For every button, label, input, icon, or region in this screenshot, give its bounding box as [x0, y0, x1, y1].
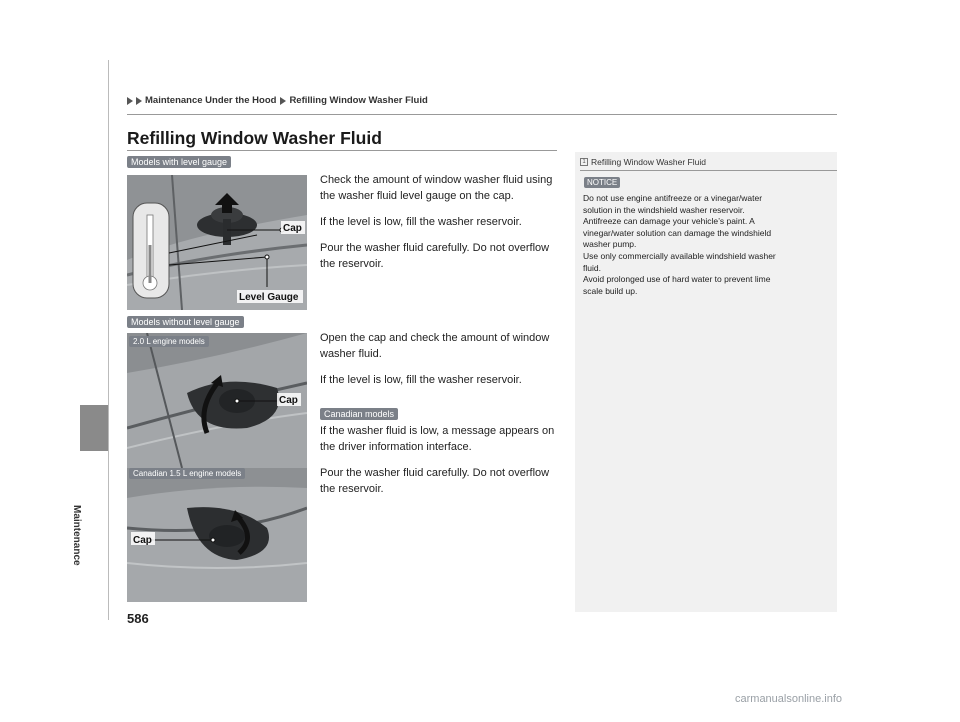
- notice-line: Antifreeze can damage your vehicle’s paint. A: [583, 216, 755, 227]
- side-section-label: Maintenance: [71, 505, 82, 566]
- watermark: carmanualsonline.info: [735, 693, 843, 705]
- notes-rule: [580, 170, 837, 171]
- side-divider: [108, 60, 109, 620]
- cap-callout: Cap: [279, 395, 298, 406]
- notice-line: solution in the windshield washer reservoir.: [583, 204, 745, 215]
- cap-callout: Cap: [283, 223, 302, 234]
- notice-badge: NOTICE: [584, 177, 620, 188]
- level-gauge-callout: Level Gauge: [239, 292, 299, 303]
- washer-cap-1-5l-illustration: [127, 468, 307, 602]
- canadian-models-tag: Canadian models: [320, 408, 398, 420]
- breadcrumb-item[interactable]: Maintenance Under the Hood: [145, 95, 277, 106]
- washer-cap-gauge-illustration: [127, 175, 307, 310]
- page-title: Refilling Window Washer Fluid: [127, 128, 382, 148]
- engine-2l-tag: 2.0 L engine models: [129, 336, 209, 347]
- notice-line: scale build up.: [583, 285, 638, 296]
- engine-1-5l-tag: Canadian 1.5 L engine models: [129, 468, 245, 479]
- notice-text: [583, 193, 828, 297]
- notice-line: washer pump.: [583, 239, 637, 250]
- cap-callout: Cap: [133, 535, 152, 546]
- section1-text: [320, 172, 560, 272]
- breadcrumb-item[interactable]: Refilling Window Washer Fluid: [289, 95, 428, 106]
- paragraph: If the level is low, fill the washer reservoir.: [320, 374, 522, 386]
- section2-text: [320, 330, 560, 388]
- notice-line: vinegar/water solution can damage the windshield: [583, 227, 772, 238]
- breadcrumb-arrow-icon: [127, 97, 133, 105]
- page-number: 586: [127, 611, 149, 626]
- notice-line: Do not use engine antifreeze or a vinegar/water: [583, 193, 763, 203]
- breadcrumb-arrow-icon: [280, 97, 286, 105]
- section-tab-marker: [80, 405, 108, 451]
- notes-heading: [580, 157, 706, 167]
- paragraph: If the level is low, fill the washer reservoir.: [320, 216, 522, 228]
- paragraph: Open the cap and check the amount of window washer fluid.: [320, 332, 550, 360]
- models-without-gauge-tag: Models without level gauge: [127, 316, 244, 328]
- models-with-gauge-tag: Models with level gauge: [127, 156, 231, 168]
- paragraph: Pour the washer fluid carefully. Do not overflow the reservoir.: [320, 467, 550, 495]
- paragraph: Pour the washer fluid carefully. Do not overflow the reservoir.: [320, 242, 550, 270]
- paragraph: Check the amount of window washer fluid using the washer fluid level gauge on the cap.: [320, 174, 553, 202]
- notice-line: fluid.: [583, 262, 601, 273]
- notes-heading-text: Refilling Window Washer Fluid: [591, 157, 706, 167]
- canadian-text: [320, 423, 560, 497]
- breadcrumb: [127, 95, 428, 106]
- breadcrumb-arrow-icon: [136, 97, 142, 105]
- header-rule: [127, 114, 837, 115]
- notice-line: Use only commercially available windshield washer: [583, 250, 776, 261]
- title-rule: [127, 150, 557, 151]
- note-marker-icon: 1: [580, 158, 588, 166]
- notice-line: Avoid prolonged use of hard water to prevent lime: [583, 274, 771, 285]
- washer-cap-2l-illustration: [127, 333, 307, 468]
- paragraph: If the washer fluid is low, a message appears on the driver information interface.: [320, 425, 555, 453]
